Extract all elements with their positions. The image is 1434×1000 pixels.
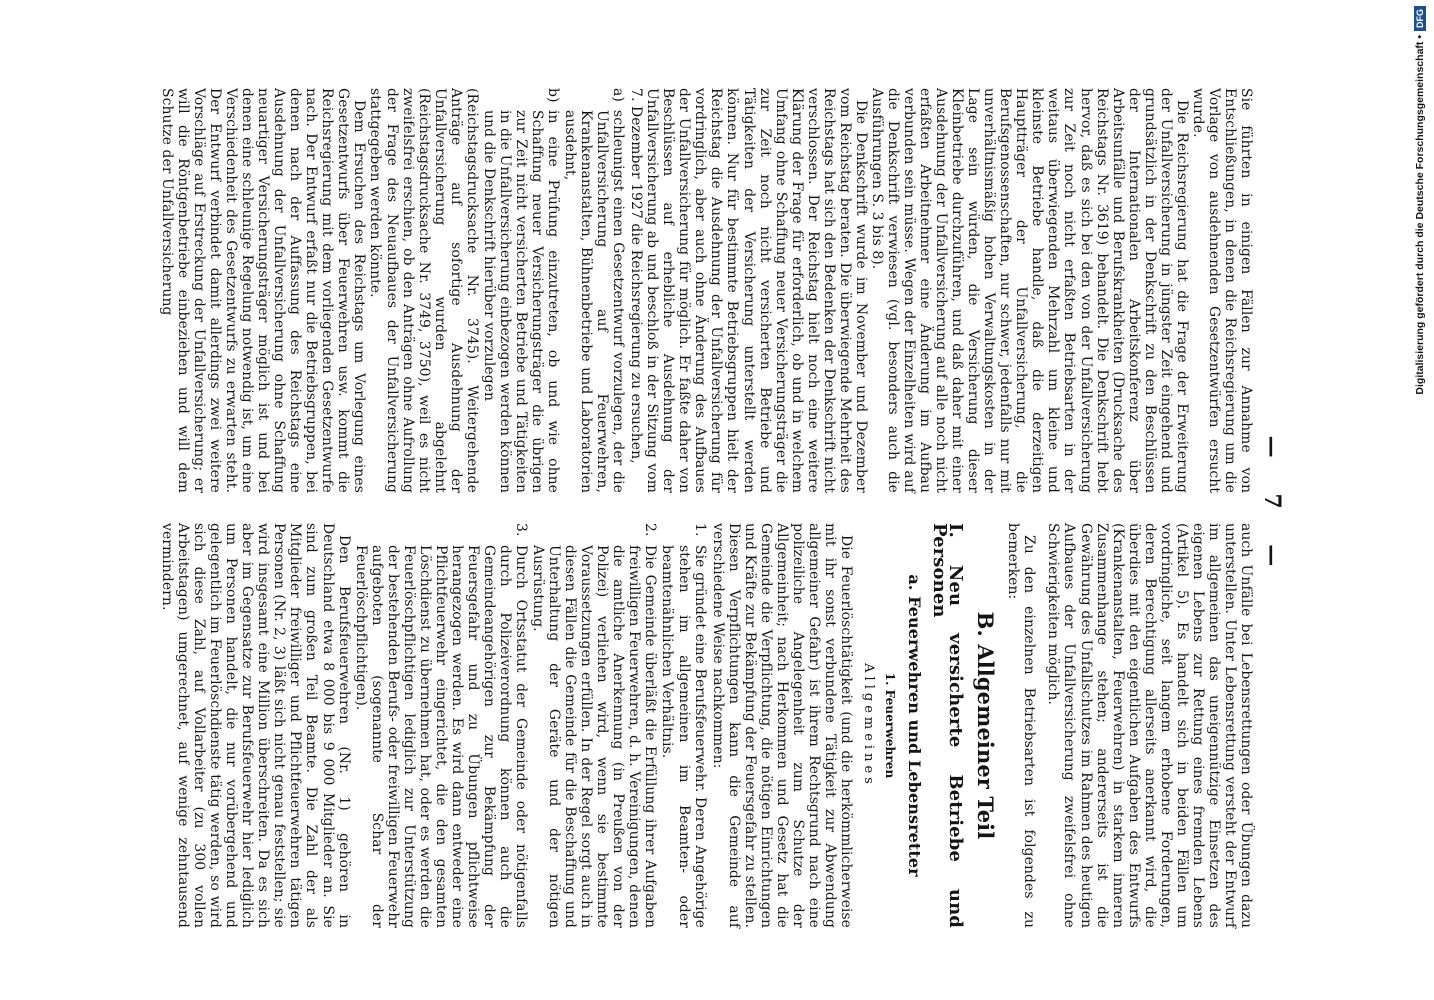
paragraph: Den Berufsfeuerwehren (Nr. 1) gehören in Deutschland etwa 8 000 bis 9 000 Mitglieder an. Sie sind zum großen Teil Beamte. Die Zahl der als Mitglieder freiwilliger und Pflichtfeuerwehren tätigen Personen (Nr. 2, 3) läßt sich nicht genau feststellen; sie wird insgesamt eine Million überschreiten. Da es sich aber im Gegensatze zur Berufsfeuerwehr hier lediglich um Personen handelt, die nur vorübergehend und gelegentlich im Feuerlöschdienste tätig werden, so wird sich diese Zahl, auf Vollarbeiter (zu 300 vollen Arbeitstagen) umgerechnet, auf wenige zehntausend vermindern.	[159, 523, 352, 928]
list-item-text: Durch Ortsstatut der Gemeinde oder nötigenfalls durch Polizeiverordnung können auch die Gemeindeangehörigen zur Bekämpfung der Feuersgefahr und zu Übungen pflichtweise herangezogen werden. Es wird dann entweder eine Pflichtfeuerwehr eingerichtet, die den gesamten Löschdienst zu übernehmen hat, oder es werden die Feuerlöschpflichtigen lediglich zur Unterstützung der bestehenden Berufs- oder freiwilligen Feuerwehr aufgeboten (sogenannte Schar der Feuerlöschpflichtigen).	[352, 545, 530, 928]
list-item	[659, 523, 707, 928]
list-marker: 2.	[642, 523, 659, 537]
section-heading: I. Neu versicherte Betriebe und Personen	[929, 523, 967, 928]
paragraph: Zu den einzelnen Betriebsarten ist folgendes zu bemerken:	[1005, 523, 1038, 928]
list-item-text: Sie gründet eine Berufsfeuerwehr. Deren Angehörige stehen im allgemeinen im Beamten- oder beamtenähnlichen Verhältnis.	[659, 545, 708, 928]
list-item	[562, 88, 626, 493]
list-item	[353, 523, 530, 928]
list-marker: b)	[544, 88, 561, 103]
dfg-watermark	[1413, 6, 1427, 395]
list-item-text: Die Gemeinde überläßt die Erfüllung ihrer Aufgaben freiwilligen Feuerwehren, d. h. Vereinigungen, denen die amtliche Anerkennung (in Preußen von der Polizei) verliehen wird, wenn sie bestimmte Voraussetzungen erfüllen. In der Regel sorgt auch in diesen Fällen die Gemeinde für die Beschaffung und Unterhaltung der Geräte und der nötigen Ausrüstung.	[530, 545, 659, 928]
list-marker: 3.	[513, 523, 530, 537]
dfg-logo: DFG	[1414, 6, 1426, 31]
left-column	[159, 88, 1254, 493]
page-number: — 7 —	[1259, 435, 1285, 581]
subsection-heading: a. Feuerwehren und Lebensretter	[905, 574, 925, 877]
part-heading: B. Allgemeiner Teil	[973, 611, 999, 840]
list-marker: 1.	[691, 523, 708, 537]
list-item	[530, 523, 658, 928]
subsubsection-heading: 1. Feuerwehren	[883, 672, 898, 779]
list-marker: a)	[610, 88, 627, 102]
rotated-document-page	[110, 88, 1290, 928]
list-item-text: schleunigst einen Gesetzentwurf vorzulegen, der die Unfallversicherung auf Feuerwehren, Krankenanstalten, Bühnenbetriebe und Laboratorien ausdehnt,	[562, 110, 627, 493]
paragraph: Die Feuerlöschtätigkeit (und die herkömmlicherweise mit ihr sonst verbundene Tätigkeit zur Abwendung allgemeiner Gefahr) ist ihrem Rechtsgrund nach eine polizeiliche Angelegenheit zum Schutze der Allgemeinheit; nach Herkommen und Gesetz hat die Gemeinde die Verpflichtung, die nötigen Einrichtungen und Kräfte zur Bekämpfung der Feuersgefahr zu stellen. Diesen Verpflichtungen kann die Gemeinde auf verschiedene Weise nachkommen:	[709, 523, 855, 928]
two-column-body	[159, 88, 1254, 928]
paragraph: Dem Ersuchen des Reichstags um Vorlegung eines Gesetzentwurfs über Feuerwehren usw. kommt die Reichsregierung mit dem vorliegenden Gesetzentwurfe nach. Der Entwurf erfaßt nur die Betriebsgruppen, bei denen nach der Auffassung des Reichstags eine Ausdehnung der Unfallversicherung ohne Schaffung neuartiger Versicherungsträger möglich ist und bei denen eine schleunige Regelung notwendig ist, um eine Verschiedenheit des Gesetzentwurfs zu erwarten steht. Der Entwurf verbindet damit allerdings zwei weitere Vorschläge auf Erstreckung der Unfallversicherung; er will die Röntgenbetriebe einbeziehen und will dem Schutze der Unfallversicherung	[158, 88, 368, 493]
right-column	[159, 523, 1254, 928]
paragraph: Die Reichsregierung hat die Frage der Erweiterung der Unfallversicherung in jüngster Zeit eingehend und grundsätzlich in der Denkschrift zu den Beschlüssen der Internationalen Arbeitskonferenz über Arbeitsunfälle und Berufskrankheiten (Drucksache des Reichstags Nr. 3619) behandelt. Die Denkschrift hebt hervor, daß es sich bei den von der Unfallversicherung zur Zeit noch nicht erfaßten Betriebsarten in der weitaus überwiegenden Mehrzahl um kleine und kleinste Betriebe handle, daß die derzeitigen Hauptträger der Unfallversicherung, die Berufsgenossenschaften, nur schwer, jedenfalls nur mit unverhältnismäßig hohen Verwaltungskosten in der Lage sein würden, die Versicherung dieser Kleinbetriebe durchzuführen, und daß daher mit einer Ausdehnung der Unfallversicherung auf alle noch nicht erfaßten Arbeitnehmer eine Änderung im Aufbau verbunden sein müsse. Wegen der Einzelheiten wird auf die Denkschrift verwiesen (vgl. besonders auch die Ausführungen S. 3 bis 8).	[868, 88, 1190, 493]
resolution-list	[481, 88, 626, 493]
paragraph: Die Denkschrift wurde im November und Dezember vom Reichstag beraten. Die überwiegende Mehrheit des Reichstags hat sich den Bedenken der Denkschrift nicht verschlossen. Der Reichstag hielt noch eine weitere Klärung der Frage für erforderlich, ob und in welchem Umfang ohne Schaffung neuer Versicherungsträger die zur Zeit noch nicht versicherten Betriebe und Tätigkeiten der Versicherung unterstellt werden können. Nur für bestimmte Betriebsgruppen hielt der Reichstag die Ausdehnung der Unfallversicherung für vordringlich, aber auch ohne Änderung des Aufbaues der Unfallversicherung für möglich. Er faßte daher von Beschlüssen auf erhebliche Ausdehnung der Unfallversicherung ab und beschloß in der Sitzung vom 7. Dezember 1927 die Reichsregierung zu ersuchen,	[628, 88, 869, 493]
watermark-text: Digitalisierung gefördert durch die Deutsche Forschungsgemeinschaft •	[1414, 35, 1426, 395]
general-heading: Allgemeines	[861, 663, 877, 788]
list-item	[481, 88, 561, 493]
paragraph: Sie führten in einigen Fällen zur Annahme von Entschließungen, in denen die Reichsregierung um die Vorlage von ausdehnenden Gesetzentwürfen ersucht wurde.	[1189, 88, 1254, 493]
paragraph: auch Unfälle bei Lebensrettungen oder Übungen dazu unterstellen. Unter Lebensrettung versteht der Entwurf im allgemeinen das uneigennützige Einsetzen des eigenen Lebens zur Rettung eines fremden Lebens (Artikel 5). Es handelt sich in beiden Fällen um vordringliche, seit langem erhobene Forderungen, deren Berechtigung allerseits anerkannt wird, die überdies mit den eigentlichen Aufgaben des Entwurfs (Krankenanstalten, Feuerwehren) in starkem inneren Zusammenhange stehen; andererseits ist die Gewährung des Unfallschutzes im Rahmen des heutigen Aufbaues der Unfallversicherung zweifelsfrei ohne Schwierigkeiten möglich.	[1045, 523, 1254, 928]
numbered-list	[353, 523, 708, 928]
list-item-text: in eine Prüfung einzutreten, ob und wie ohne Schaffung neuer Versicherungsträger die übrigen zur Zeit nicht versicherten Betriebe und Tätigkeiten in die Unfallversicherung einbezogen werden können und die Denkschrift hierüber vorzulegen	[480, 110, 561, 493]
paragraph: (Reichstagsdrucksache Nr. 3745). Weitergehende Anträge auf sofortige Ausdehnung der Unfallversicherung wurden abgelehnt (Reichstagsdrucksache Nr. 3749, 3750), weil es nicht zweifelsfrei erschien, ob den Anträgen ohne Aufrollung der Frage des Neuaufbaues der Unfallversicherung stattgegeben werden könnte.	[367, 88, 480, 493]
